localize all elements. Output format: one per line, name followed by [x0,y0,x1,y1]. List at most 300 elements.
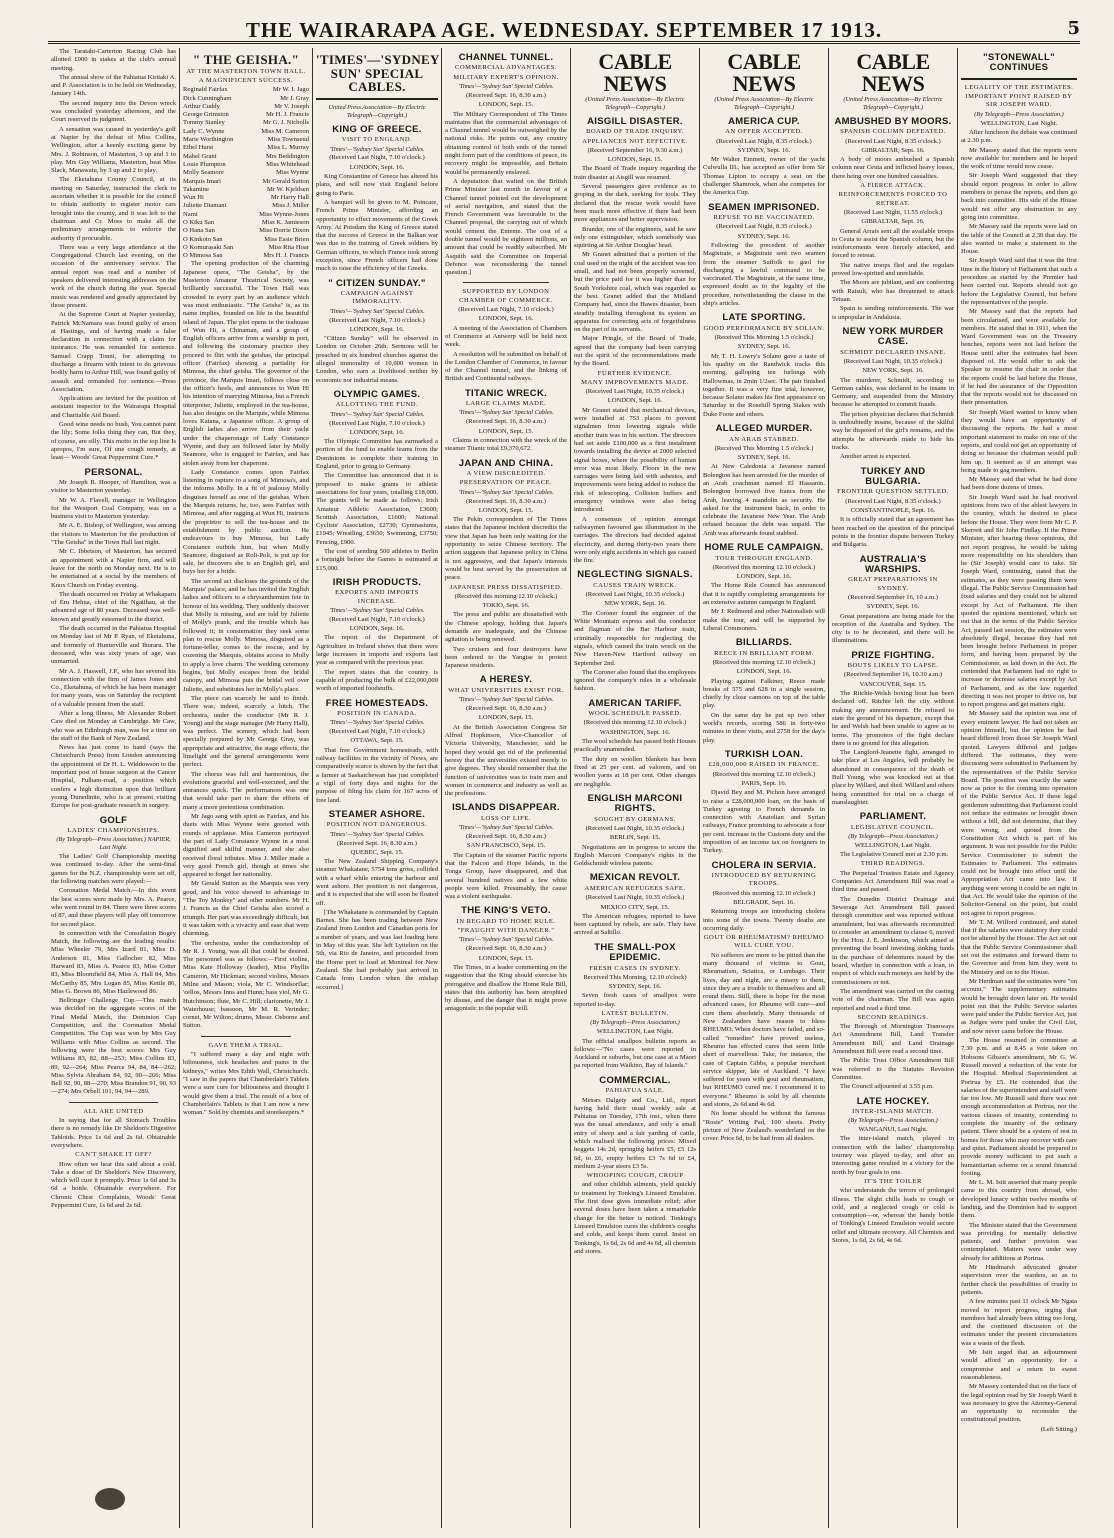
cast-role: Wun Hi [183,194,204,202]
cast-row [183,186,309,194]
article-paragraph: The Pekin correspondent of The Times states that the Japanese incident discredits the view that Japan has been only waiting for the opportunity to seize Chinese territory. The action suggests that Japanese policy in China is not aggressive, and that Japan's interests would be best served by the preservation of peace. [445,516,567,582]
dateline: GIBRALTAR, Sept. 16. [861,146,925,154]
article-paragraph: Major Pringle, of the Board of Trade, agreed that the company had been carrying out the spirit of the recommendations made by the Board. [574,335,696,368]
cast-actor: Miss Wynne-Jones [259,210,309,218]
cast-actor: Miss Townsend [267,136,309,144]
subheading: LEGISLATIVE COUNCIL. [850,823,936,831]
article-paragraph: The Times, in a leader commenting on the suggestion that the King should exercise his prerogative and disallow the Home Rule Bill, states that this authority has been atrophied by disuse, and the danger that it might prove antagonistic to the popular will. [445,963,567,1013]
section-headline: STEAMER ASHORE. [328,808,426,820]
subheading: AN OFFER ACCEPTED. [725,128,803,136]
article-paragraph: A sensation was caused in yesterday's golf at Napier by the defeat of Miss Collins, Wellington, after a keenly exciting game by Mrs. J. Robinson, of Masterton, 3 up and 1 to play. Mrs Guy Williams, Masterton, beat Miss Slack, Manawatu, by 3 up and 2 to play. [51,125,176,175]
section-headline: ENGLISH MARCONI RIGHTS. [587,792,683,815]
credit-line: 'Times'—'Sydney Sun' Special Cables. [329,830,425,838]
article-paragraph: A few minutes past 11 o'clock Mr Ngata moved to report progress, urging that members had already been sitting too long, and the continued discussion of the estimates under the present circumstances was a waste of the flesh. [961,1298,1077,1347]
received-time: (Received this morning 12.10 o'clock.) [583,719,687,727]
cast-actor: Mr W. I. Jago [272,86,309,94]
received-time: Received This Morning, 12.10 o'clock) [583,973,687,981]
received-time: (Received Last Night, 7.10 o'clock.) [458,306,554,314]
article-paragraph: Mr Massey said the reports were laid on the table of the Council at 2.30 that day. He also wanted to make a statement to the House. [961,223,1077,256]
article-paragraph: Coronation Medal Match.—In this event the best scores were made by Mrs. A. Pearce, who went round in 84. There were three scores of 87, and these players will play off tomorrow for second place. [51,887,176,928]
subheading: EXPORTS AND IMPORTS INCREASE. [335,589,419,605]
subheading: LADIES' CHAMPIONSHIPS. [67,827,160,834]
subheading: LARGE CLAIMS MADE. [465,400,547,408]
article-paragraph: Mr J. Redmond and other Nationalists will make the tour, and will be supported by Liberal Commoners. [703,608,825,632]
section-headline: OLYMPIC GAMES. [333,388,421,400]
article-paragraph: The amendment was carried on the casting vote of the chairman. The Bill was again reported and read a third time. [832,987,954,1012]
article-paragraph: The Moors are jubilant, and are conferring with Raisuli, who has threatened to attack Tetuan. [832,279,954,303]
received-time: (Received Last Night, 7.10 o'clock.) [329,316,425,324]
credit-line: 'Times'—'Sydney Sun' Special Cables. [329,606,425,614]
subheading: POSITION IN CANADA. [337,709,417,717]
dateline: LONDON, Sept. 15. [478,427,534,435]
section-headline: SEAMEN IMPRISONED. [708,201,820,213]
article-paragraph: Mr Granet stated that mechanical devices, were installed at 753 places to prevent signalmen from lowering signals while another train was in his section. The directors had set aside £100,000 as a first instalment towards installing the device at 2000 selected signal boxes, where the possibility of human error was most likely. Floors in the new carriages were being laid with asbestos, and improvements were being added to reduce the risk of telescoping. Collision buffers and emergency windows were also being introduced. [574,406,696,514]
received-time: (Received Last Night, 8.35 o'clock.) [845,137,941,145]
article-paragraph: and other childish ailments, yield quickly to treatment by Tonking's Linseed Emulsion. The first dose gives immediate relief; after several doses have been taken a remarkable change for the better is noticed. Tonking's Linseed Emulsion cures the children's coughs and colds, and keeps them cured. Insist on Tonking's, 1s 6d, 2s 6d and 4s 6d, all chemists and stores. [574,1181,696,1255]
article-paragraph: Mr Granet admitted that a portion of the coal used on the night of the accident was too small, and had not been properly screened, but the price paid for it was higher than for South Yorkshire coal, which was regarded as the best. Granet added that the Midland Company had, since the Hawes disaster, been steadily installing throughout its system an apparatus for correcting acts of forgetfulness on the part of its servants. [574,251,696,334]
subheading: IMPORTANT POINT RAISED BY SIR JOSEPH WARD. [965,93,1073,109]
section-headline: AMERICAN TARIFF. [588,697,682,709]
article-paragraph: A body of moors ambushed a Spanish column near Ceuta and inflicted heavy losses, there being over one hundred casualties. [832,156,954,180]
divider-rule [201,1036,291,1037]
cable-news-banner: CABLE NEWS [727,49,801,96]
cast-row [183,227,309,235]
article-paragraph: No home should be without the famous "Rosie" Writing Pad, 100 sheets. Pretty picture of New Zealand's wonderland on the cover. Price 6d, to be had from all dealers. [703,1110,825,1143]
received-time: (Received Last Night, 10.35 o'clock.) [585,591,685,599]
article-paragraph: The report states that the country is capable of producing the bulk of £22,000,000 worth of imported foodstuffs. [316,668,438,693]
article-paragraph: The duty on woollen blankets has been fixed at 25 per cent. ad valorem, and on woollen yarns at 18 per cent. Other changes are negligible. [574,755,696,788]
received-time: (Received Sept. 16, 8.30 a.m.) [465,945,547,953]
subheading: WHOOPING COUGH, CROUP [586,1172,684,1180]
credit-line: 'Times'—'Sydney Sun' Special Cables. [329,307,425,315]
subheading: WHAT UNIVERSITIES EXIST FOR. [448,686,564,694]
received-time: (Received September 16, 9.30 a.m.) [587,146,683,154]
article-paragraph: Sir Joseph Ward said he had received opinions from two of the ablest lawyers in the country, which he desired to place before the House. They were from Mr C. P. Skerrett and Sir John Findlay. If the Prime Minister, after hearing those opinions, did not report progress, he would be taking more responsibility on his shoulders than he (Sir Joseph) would care to take. Sir Joseph Ward, continuing, stated that the estimates, as they were passing them were illegal. The Public Service Commission had fixed salaries and they could not be altered except by Act of Parliament. He then quoted the opinions mentioned, which set out that in the terms of the Public Service Act, passed last session, the estimates were absolutely illegal, because they had not been brought before Parliament in proper form, and having been prepared by the Commissioner, as laid down in the Act. He contended that Parliament had no right to increase or decrease salaries except by Act of Parliament, and as the law regarded directing it was not proper to drive on, but to report progress and get matters right. [961,493,1077,709]
dateline: SYDNEY, Sept. 16. [737,232,791,240]
article-paragraph: Brander, one of the engineers, said he saw only one extinguisher, which somebody was squirting at Sir Arthur Douglas' head. [574,225,696,250]
cast-row [183,119,309,127]
subheading: REECE IN BRILLIANT FORM. [714,649,814,657]
article-paragraph: The Ladies' Golf Championship meeting was continued to-day. After the semi-final games for the N.Z. championship were set off, the following matches were played:— [51,853,176,886]
cast-row [183,136,309,144]
article-paragraph: At the Supreme Court at Napier yesterday, Patrick McNamara was found guilty of arson at Hastings, and of having made a false declaration in connection with a claim for insurance. He was remanded for sentence. Samuel Crapp Tonni, for attempting to discharge a firearm with intent to do grievous bodily harm to Arthur Hill, was found guilty of assault and remanded for sentence.—Press Association. [51,311,176,393]
subheading: GREAT PREPARATIONS IN SYDNEY. [848,576,938,592]
article-paragraph: Following the precedent of another Magistrate, a Magistrate sent two seamen from the steamer Suffolk to gaol for discharging a lawful command to be vaccinated. The Magistrate, at the same time, expressed doubt as to the legality of the procedure, notwithstanding the clause in the ship's articles. [703,241,825,308]
received-time: (Received this morning 12.10 o'clock.) [712,770,816,778]
article-paragraph: The cost of sending 500 athletes to Berlin a fortnight before the Games is estimated at £15,000. [316,548,438,572]
article-paragraph: Mr Massey contended that on the face of the legal opinion read by Sir Joseph Ward it was necessary to give the Attorney-General an opportunity to reconsider the constitutional position. [961,1383,1077,1424]
subheading: CAN'T SHAKE IT OFF? [75,1151,152,1159]
subheading: JAPANESE PRESS DISSATISFIED. [449,583,563,591]
article-paragraph: At New Caledonia a Javanese named Bolengton has been arrested for the murder of an Arab coachman named El Hassanin. Bolengton borrowed five francs from the Arab, leaving 4 mandolin as security. He asked for the instrument back, in order to celebrate the Javanese New Year. The Arab refused because the debt was unpaid. The Arab was afterwards found stabbed. [703,463,825,537]
columns [48,48,1080,1528]
article-paragraph: The Dunedin District Drainage and Sewerage Act Amendment Bill passed through committee and was reported without amendment, but was afterwards recommitted to consider an amendment to clause 6, moved by the Hon. J. E. Jenkinson, which aimed at preventing the board investing sinking funds in the purchase of debentures issued by the board, whether in connection with a loan, in respect of which such moneys are held by the commissioners or not. [832,895,954,986]
masthead [48,14,1080,44]
section-headline: HOME RULE CAMPAIGN. [704,542,824,554]
dateline: BELGRADE, Sept. 16. [733,898,795,906]
cast-row [183,236,309,244]
cast-actor: Miss K. Jamieson [261,218,309,226]
cast-role: O Mimosa San [183,252,223,260]
article-paragraph: The Taratahi-Carterton Racing Club has allotted £900 in stakes at the club's annual meeting. [51,48,176,72]
section-headline: BILLIARDS. [735,637,793,649]
article-paragraph: It is officially stated that an agreement has been reached on the question of the principal points in the frontier dispute between Turkey and Bulgaria. [832,516,954,549]
cast-row [183,161,309,169]
cast-actor: Mr V. Joseph [274,102,309,110]
subheading: BOUTS LIKELY TO LAPSE. [847,662,939,670]
cast-role: Marie Worthington [183,136,234,144]
dateline: SAN FRANCISCO, Sept. 15. [466,842,546,850]
received-time: (Received Last Night, 8.35 o'clock.) [716,137,812,145]
divider-rule [316,98,438,100]
article-paragraph: Several passengers gave evidence as to groping in the dark, seeking for tools. They declared that the rescue work would have been much more effective if there had been more appliances and better supervision. [574,183,696,224]
section-headline: NEW YORK MURDER CASE. [842,325,944,348]
received-time: (Received Last Night, 10.35 o'clock.) [585,894,685,902]
cast-row [183,219,309,227]
dateline: WASHINGTON, Sept. 16. [599,728,671,736]
cast-actor: Mrs H. J. Francis [263,252,309,260]
section-headline: PRIZE FIGHTING. [851,649,935,661]
cable-news-banner: CABLE NEWS [598,49,672,96]
column-1 [48,48,180,1528]
cast-role: Juliette Diamant [183,202,227,210]
cast-role: George Grimston [183,111,229,119]
credit-line: 'Times'—'Sydney Sun' Special Cables. [458,936,554,944]
cast-role: Mabel Grant [183,152,217,160]
article-paragraph: The report of the Department of Agriculture in Ireland shows that there were large increases in imports and exports last year as compared with the previous year. [316,634,438,667]
cast-actor: Miss Dorrie Dixon [259,227,309,235]
dateline: SYDNEY, Sept. 16. [737,146,791,154]
credit-line: 'Times'—'Sydney Sun' Special Cables. [329,719,425,727]
dateline: CONSTANTINOPLE, Sept. 16. [850,507,936,515]
article-paragraph: Mr A. J. Haswell, J.P., who has severed his connection with the firm of James Jones and Co., Eketahuna, of which he has been manager for many years, was on Saturday the recipient of a valuable present from the staff. [51,667,176,708]
column-4 [442,48,571,1528]
cast-actor: Miss Whitehead [266,160,309,168]
dateline: QUEBEC, Sept. 15. [350,848,404,856]
article-paragraph: Mr Isitt urged that an adjournment would afford an opportunity for a compromise and a return to sweet reasonableness. [961,1349,1077,1381]
section-headline: IRISH PRODUCTS. [332,576,422,588]
dateline: WELLINGTON, Last Night. [854,841,932,849]
ink-blot [95,1488,125,1510]
cast-row [183,144,309,152]
article-paragraph: Mr Herdman said the estimates were "on account." The supplementary estimates would be brought down later on. He would point out that the Public Service salaries were paid under the Public Service Act, just as Judges were paid under the Civil List, and now never came before the House. [961,977,1077,1035]
received-time: (Received Sept. 16, 8.30 a.m.) [465,418,547,426]
article-paragraph: No sufferers are more to be pitied than the many thousand of victims to Gout, Rheumatism, Sciatica, or Lumbago. Their lives, day and night, are a misery to them, since they are a trouble to themselves and all round them. Still, there is hope for the most advanced cases, for Rheumo will cure—and cure them absolutely. Many thousands of New Zealanders have reason to bless RHEUMO. When doctors have failed, and so-called "remedies" have proved useless, Rheumo has effected cures that seem little short of marvellous. Take, for instance, the case of Captain Gibbs, a popular merchant service skipper, late of Auckland. "I have suffered for years with gout and rheumatism, but RHEUMO cured me. I recommend it to everyone." Rheumo is sold by all chemists and stores, 2s 6d and 4s 6d. [703,951,825,1109]
cast-role: O Kiku San [183,218,215,226]
section-headline: CHANNEL TUNNEL. [458,52,554,63]
article-paragraph: On the same day he put up two other world's records, scoring 586 in forty-two minutes in three visits, and 2758 for the day's play. [703,711,825,744]
article-paragraph: A meeting of the Association of Chambers of Commerce at Antwerp will be held next week. [445,324,567,349]
dateline: LONDON, Sept. 15. [478,954,534,962]
subheading: WOOL SCHEDULE PASSED. [588,710,682,718]
cast-role: Arthur Cuddy [183,102,220,110]
dateline: LONDON, Sept. 16. [349,325,405,333]
subheading: "FRAUGHT WITH DANGER." [457,927,555,935]
subheading: MILITARY EXPERT'S OPINION. [453,73,559,81]
column-2 [180,48,313,1528]
cast-actor: Miss Essie Brien [264,235,309,243]
article-paragraph: The prison physician declares that Schmidt is undoubtedly insane, because of the skilful way he disposed of the girl's remains, and the attempts he afterwards made to hide his tracks. [832,410,954,451]
masthead-title: THE WAIRARAPA AGE. WEDNESDAY. SEPTEMBER 17 1913. [245,18,883,42]
received-time: (Received Last Night, 8.35 o'clock.) [845,497,941,505]
credit-line: (By Telegraph—Press Association.) [848,1117,938,1125]
dateline: GIBRALTAR, Sept. 16. [861,218,925,226]
section-headline: TURKEY AND BULGARIA. [860,465,926,487]
article-paragraph: The second inquiry into the Devon wreck was concluded yesterday afternoon, and the Court reserved its judgment. [51,99,176,124]
article-paragraph: The Olympic Committee has earmarked a portion of the fund to enable teams from the Dominions to complete their training in England, prior to going to Germany. [316,438,438,471]
received-time: (Received Sept. 16, 8.30 a.m.) [465,91,547,99]
cast-actor: Mr H. J. Francis [265,111,309,119]
subheading: SCHMIDT DECLARED INSANE. [840,348,946,356]
article-paragraph: Messrs Dalgety and Co., Ltd., report having held their usual weekly sale at Pahiatua on Tuesday, 17th inst., when there was the usual attendance, and only a small entry of sheep and a fair yarding of cattle, which realised the following prices: Mixed heggets 14s 2d, springing heifers £5, £5 12s 6d, to £6, empty heifers £3 7s 6d to £4, medium 2-year steers £3 5s. [574,1096,696,1170]
article-paragraph: Mr T. M. Wilford continued, and stated that if the salaries were statutory they could not be altered by the House. The Act set out that the Public Service Commissioner shall set out the estimates and forward them to the Governor and from him they went to the Ministry and on to the House. [961,918,1077,976]
article-paragraph: Mr Massey said that what he had done had been done dozens of times. [961,476,1077,492]
column-6 [700,48,829,1528]
dateline: WELLINGTON, Last Night. [596,1028,674,1036]
article-paragraph: Mr C. Ibbetson, of Masterton, has secured an appointment with a Napier firm, and will leave for the north on Monday next. He is to be entertained at a social by the members of Knox Church on Friday evening. [51,548,176,589]
dateline: SYDNEY, Sept. 16. [737,343,791,351]
article-paragraph: The second act discloses the grounds of the Marquis' palace, and he has invited the English ladies and officers to a chrysanthemum fete in honour of his wedding. They suddenly discover that Molly is missing, and are told by Juliette of Molly's prank, and the trouble which has followed it; in consternation they seek some plan to rescue Molly. Mimosa, disguised as a fortune-teller, comes to the rescue, and by cozening the Marquis, obtains access to Molly to apply a love charm. The wedding ceremony begins, but Molly escapes from the bridal canopy, and Mimosa puts the bridal veil over Juliette, and substitutes her in Molly's place. [183,577,309,693]
cast-row [183,128,309,136]
article-paragraph: The death occurred on Friday at Whakaparu of Eru Hehua, chief of the Ngatihau, at the advanced age of 80 years. Deceased was well-known and greatly esteemed in the district. [51,590,176,623]
column-7 [829,48,958,1528]
dateline: NEW YORK, Sept. 16. [862,367,924,375]
subheading: INTER-ISLAND MATCH. [852,1107,934,1115]
cast-role: O Hana San [183,227,215,235]
article-paragraph: Mr Massey stated that the reports were now available for members and he hoped the work of time would now cease. [961,146,1077,171]
credit-line: (By Telegraph—Press Association.) [848,832,938,840]
credit-line: (By Telegraph—Press Association.) NAPIER, Last Night. [56,836,171,852]
section-headline: AMERICA CUP. [728,115,800,127]
article-paragraph: King Constantine of Greece has altered his plans, and will now visit England before going to Paris. [316,173,438,197]
cast-row [183,103,309,111]
article-paragraph: Mr Joseph B. Hooper, of Hamilton, was a visitor to Masterton yesterday. [51,478,176,495]
section-headline: TURKISH LOAN. [724,748,804,760]
section-headline: THE SMALL-POX EPIDEMIC. [594,941,676,964]
dateline: LONDON, Sept. 16. [736,668,792,676]
dateline: WANGANUI, Last Night. [858,1126,928,1134]
subheading: AMERICAN REFUGEES SAFE. [584,884,686,892]
subheading: REINFORCEMENTS FORCED TO RETREAT. [838,191,948,207]
article-paragraph: "I suffered many a day and night with biliousness, sick headaches and pains in the kidneys," writes Mrs Edith Wall, Christchurch. "I saw in the papers that Chamberlain's Tablets were a sure cure for biliousness and thought I would give them a trial. The result of a box of Chamberlain's Tablets is that I am now a new woman." Sold by chemists and storekeepers.* [183,1051,309,1117]
article-paragraph: The Committee has announced that it is proposed to make grants to athletic associations for four years, totalling £18,000. The grants will be made as follows: Irish Amateur Athletic Association, £3600; Scottish Association, £1600; National Cyclists' Association, £2730; Gymnasiums, £1945; Wrestling, £3650; Swimming, £3750; Fencing, £900. [316,472,438,546]
article-paragraph: The inter-island match, played in connection with the ladies' championship tourney was played to-day, and after an interesting game resulted in a victory for the north by four goals to one. [832,1135,954,1176]
article-paragraph: In connection with the Consolation Bogey Match, the following are the leading results: Miss Wheeler 79, Mrs Izard 81, Miss D. Anderson 81, Miss Gallocher 82, Miss Harward 83, Miss A. Pearce 83, Miss Cotter 83, Miss Bloomfield 84, Miss A. Hall 84, Mrs McCarthy 85, Mrs Logan 85, Miss Kettle 86, Miss G. Brown 86, Miss Hazlewood 86. [51,929,176,995]
article-paragraph: Sir Joseph Ward suggested that they should report progress in order to allow members to peruse the reports, and then go back into committee. His side of the House would not offer any obstruction to any going into committee. [961,172,1077,221]
section-headline: ISLANDS DISAPPEAR. [452,802,560,814]
subheading: PRESERVATION OF PEACE. [459,479,553,487]
subheading: POSITION NOT DANGEROUS. [326,821,428,829]
article-paragraph: The press and public are dissatisfied with the Chinese apology, holding that Japan's demands are inadequate, and the Chinese agitation is being renewed. [445,611,567,644]
article-paragraph: After luncheon the debate was continued at 2.30 p.m. [961,128,1077,145]
subheading: LATEST BULLETIN. [601,1010,669,1018]
received-time: (Received Last Night, 10.35 o'clock.) [585,388,685,396]
article-paragraph: Playing against Falkiner, Reece made breaks of 575 and 628 in a single session, chiefly by close cannons on top of the table play. [703,677,825,710]
dateline: VANCOUVER, Sept. 15. [859,680,927,688]
column-5 [571,48,700,1528]
article-paragraph: The Public Trust Office Amendment Bill was referred to the Statutes Revision Committee. [832,1057,954,1081]
cast-row [183,244,309,252]
subheading: A VIEW DISCREDITED. [466,470,546,478]
received-time: (Received Last Night, 10.35 o'clock.) [843,357,943,365]
dateline: SYDNEY, Sept. 16. [866,603,920,611]
received-time: (Received Sept. 16, 8.30 a.m.) [336,839,418,847]
credit-line: 'Times'—'Sydney Sun' Special Cables. [458,83,554,91]
received-time: (Received this morning 12.10 o'clock.) [454,592,558,600]
feature-headline: 'TIMES'—'SYDNEY SUN' SPECIAL CABLES. [316,52,440,95]
received-time: (Received September 16, 10.30 a.m.) [843,671,943,679]
subheading: SECOND READINGS. [857,1013,929,1021]
received-time: (Received September 16, 10 a.m.) [848,593,938,601]
cast-role: Dick Cunningham [183,94,232,102]
section-headline: "STONEWALL" CONTINUES [983,52,1055,74]
article-paragraph: Claims in connection with the wreck of the steamer Titanic total £9,370,672. [445,437,567,453]
article-paragraph: Two cruisers and four destroyers have been ordered to the Yangtse to protect Japanese residents. [445,645,567,670]
subheading: BOARD OF TRADE INQUIRY. [585,128,685,136]
article-paragraph: The Ritchie-Welsh boxing bout has been declared off. Ritchie left the city without making any announcement. He refused to state the ground of his departure, except that he and Welsh had been unable to agree as to terms. The promoters of the fight declare there is no ground for this allegation. [832,690,954,747]
received-time: (Received Last Night, 11.55 o'clock.) [843,208,943,216]
article-paragraph: At the British Association Congress Sir Alfred Hopkinson, Vice-Chancellor of Victoria University, Manchester, said he hoped they would get rid of the preferential heresy that the universities existed merely to give degrees. They should remember that the function of universities was to train men and women in commerce and industry as well as the professions. [445,723,567,798]
cast-role: Ethel Hurst [183,144,214,152]
cast-role: Tommy Stanley [183,119,225,127]
article-paragraph: The orchestra, under the conductorship of Mr R. J. Young, was all that could be desired. The personnel was as follows:—First violins, Miss Kate Holloway (leader), Miss Phyllis Cameron, Mr Hickman; second violins, Messrs Milne and Mason; viola, Mr C. Windsorflar; 'cellos, Messrs Inns and Hunn; bass viol, Mr G. Hutchinson; flute, Mr C. Hill; clarionette, Mr J. Waterhouse; bassoon, Mr M. R. Verinder; cornet, Mr Wilton; drums, Messr. Osborne and Sutton. [183,939,309,1030]
subheading: AN ARAB STABBED. [729,435,799,443]
credit-line: (United Press Association—By Electric Telegraph—Copyright.) [843,96,943,111]
subheading: SOUGHT BY GERMANS. [594,815,676,823]
received-time: (Received this morning 12.10 o'clock.) [712,658,816,666]
subheading: SUPPORTED BY LONDON CHAMBER OF COMMERCE. [459,288,553,304]
article-paragraph: The annual show of the Pahiatua Kiritaki A. and P. Association is to be held on Wednesday, January 14th. [51,73,176,98]
article-paragraph: The piece can scarcely be said to finish. There was, indeed, scarcely a hitch. The orchestra, under the conductor (Mr R. J. Young) and the stage manager (Mr Harry Hall), was perfect. The scenery, which had been specially prepared by Mr George Gray, was appropriate and attractive, the stage effects, the limelight and the general arrangements were perfect. [183,694,309,769]
subheading: IT'S THE TOILER [864,1177,922,1185]
subheading: THIRD READINGS. [860,860,926,868]
cast-row [183,153,309,161]
article-paragraph: Mr W. A. Flavell, manager in Wellington for the Westport Coal Company, was on a business visit to Masterton yesterday. [51,496,176,521]
cast-actor: Miss L. Murray [267,144,309,152]
subheading: APPLIANCES NOT EFFECTIVE. [582,137,688,145]
cast-row [183,211,309,219]
dateline: SYDNEY, Sept. 16. [608,983,662,991]
subheading: COMMERCIAL ADVANTAGES. [454,64,558,72]
article-paragraph: who understands the terrors of prolonged illness. The slight chills leads to cough or cold, and a neglected cough or cold is consumption—or, whereas the handy bottle of Tonking's Linseed Emulsion would secure relief and ultimate recovery. All Chemists and Stores, 1s 6d, 2s 6d, 4s 6d. [832,1187,954,1245]
section-headline: " CITIZEN SUNDAY." [328,277,426,289]
article-paragraph: The opening production of the charming Japanese opera, "The Geisha", by the Masterton Amateur Theatrical Society, was brilliantly successful. The Town Hall was crowded in every part by an audience which was most enthusiastic. "The Geisha" is, as its name implies, founded on life in the beautiful island of Japan. The plot opens in the teahouse of Wun Hi, a Chinaman, and a group of English officers arrive from a warship in port, and following the customary practice they proceed to flirt with the geishas, the principal officer (Fairfax) showing a partiality for Mimosa, the chief geisha. The governor of the province, the Marquis Imari, follows close on the officer's heels, and announces to Wun Hi his intention of marrying Mimosa, but a French interpreter, Juliette, employed in the tea-house, has also designs on the Marquis, while Mimosa loves Katana, a Japanese officer. A group of English ladies also arrive from their yacht under the chaperonage of Lady Constance Wynne, and they are followed later by Molly Seamore, who is engaged to Fairfax, and has stolen away from her chaperone. [183,260,309,467]
article-paragraph: Great preparations are being made for the reception of the Australia and Sydney. The city is to be decorated, and there will be illuminations. [832,612,954,645]
section-headline: MEXICAN REVOLT. [589,872,681,884]
section-headline: AISGILL DISASTER. [587,115,683,127]
article-paragraph: Bellringer Challenge Cup.—This match was decided on the aggregate scores of the Final Medal Match, the Dominion Cup Competition, and the Coronation Medal Competition. The Cup was won by Mrs Guy Williams with Miss Collins as second. The following were the best scores: Mrs Guy Williams 83, 82, 88—253; Miss Collins 83, 89, 92—264; Miss Pearce 94, 84, 84—262; Miss Sylvia Abraham 84, 92, 90—266; Miss Bell 92, 90, 88—270; Miss Brandon 91, 90, 93—274; Mrs Orbell 101, 94, 94—289. [51,997,176,1096]
dateline: LONDON, Sept. 16. [349,625,405,633]
credit-line: United Press Association—By Electric Telegraph—Copyright.) [328,103,426,119]
article-paragraph: The Board of Trade inquiry regarding the train disaster at Aisgill was resumed. [574,165,696,181]
cast-role: Molly Seamore [183,169,224,177]
article-paragraph: Good wine needs no bush, You cannot paint the lily; Some folks thing they can, But they, of course, are silly. This motto in the top line Is apropos, I'm sure, Of one cough remedy, at least— Woods' Great Peppermint Cure.* [51,421,176,462]
subheading: £28,000,000 RAISED IN FRANCE. [708,761,820,769]
article-paragraph: A deputation that waited on the British Prime Minister last month in favour of a Channel tunnel pointed out the development of aerial navigation, and stated that the French Government was favourable to the Channel proposal, the carrying out of which would cement the Entente. The cost of a double tunnel would be eighteen millions, an amount that could be readily subscribed. Mr Asquith said the Committee on Imperial Defence was reconsidering the tunnel question.] [445,177,567,277]
article-paragraph: Another arrest is expected. [840,453,911,461]
received-time: (Received Sept. 16, 8.30 a.m.) [465,833,547,841]
subheading: LOSS OF LIFE. [481,814,531,822]
subheading: PAHIATUA SALE. [605,1087,665,1095]
subheading: REFUSE TO BE VACCINATED. [713,214,815,222]
received-time: (Received Last Night, 10.35 o'clock.) [585,825,685,832]
subheading: CAMPAIGN AGAINST IMMORALITY. [340,290,414,306]
article-paragraph: The official smallpox bulletin reports as follows:—"No cases were reported in Auckland or suburbs, but one case at a Maori pa reported from Waikino, Bay of Islands." [574,1037,696,1070]
subheading: VISIT TO ENGLAND. [341,136,413,144]
article-paragraph: The American refugees, reported to have been captured by rebels, are safe. They have arrived at Saltillo. [574,912,696,937]
page-number: 5 [1067,18,1080,39]
article-paragraph: Mr A. E. Bishop, of Wellington, was among the visitors to Masterton for the production of "The Geisha" in the Town Hall last night. [51,522,176,547]
cast-row [183,169,309,177]
received-time: (Received Last Night, 7.10 o'clock.) [329,154,425,162]
received-time: (Received this morning 12.10 o'clock.) [712,889,816,897]
section-headline: FREE HOMESTEADS. [325,697,429,709]
article-paragraph: The wool schedule has passed both Houses practically unamended. [574,738,696,754]
credit-line: (By Telegraph—Press Association.) [974,110,1064,118]
section-headline: LATE HOCKEY. [856,1095,930,1107]
article-paragraph: The death occurred in the Pahiatua Hospital on Monday last of Mr P. Ryan, of Eketahuna, and formerly of Hunterville and Ihuraru. The deceased, who was sixty years of age, was unmarried. [51,625,176,666]
dateline: LONDON, Sept. 15. [478,101,534,109]
subheading: MANY IMPROVEMENTS MADE. [581,378,689,386]
article-paragraph: A resolution will be submitted on behalf of the London Chamber of Commerce, in favour of the Channel tunnel, and the linking of British and Continental railways. [445,350,567,383]
article-paragraph: The murderer, Schmidt, according to German cables, was declared to be insane in Germany, and suspended from the Ministry because he attempted to commit frauds. [832,376,954,409]
dateline: WELLINGTON, Last Night. [980,119,1058,127]
article-paragraph: Lady Constance comes upon Fairfax listening in rapture to a song of Mimosa's, and the informs Molly. In a fit of jealousy Molly disguises herself as one of the geishas. When the Marquis returns, he, too, sees Fairfax with Mimosa, and after ragging at Wun Hi, instructs the proprietor to sell the tea-house and its establishment by public auction. He endeavours to buy Mimosa, but Lady Constance outbids him, but when Molly Seamore, disguised as Roli-Poli, is put up for sale, he discovers she is an English girl, and buys her for a bride. [183,468,309,576]
credit-line: 'Times'—'Sydney Sun' Special Cables. [329,145,425,153]
article-paragraph: Returning troops are introducing cholera into some of the towns. Twenty deaths are occurring daily. [703,908,825,932]
section-headline: TITANIC WRECK. [464,387,548,399]
article-paragraph: In saying that for all Stomach Troubles there is no remedy like Dr Sheldon's Digestive Tabloids. Price 1s 6d and 2s 6d. Obtainable everywhere. [51,1117,176,1149]
cast-row [183,202,309,210]
divider-rule [69,1102,158,1103]
article-paragraph: Seven fresh cases of smallpox were reported to-day. [574,992,696,1008]
article-paragraph: Mr Massey said that the reports had been circularised, and were available for members. He stated that in 1911, when the Ward Government was on the Treasury benches, reports were not laid before the House until after the estimates had been disposed of. He would offer to ask the Speaker to resume the chair in order that the reports could be laid before the House, if he had the assurance of the Opposition that the reports would not be discussed on their presentation. [961,308,1077,407]
article-paragraph: Sir Joseph Ward said that it was the first time in the history of Parliament that such a procedure as started by the Premier had been carried out. Reports should not go before the Legislative Council, but before the representatives of the people. [961,257,1077,306]
signoff: (Left Sitting.) [1040,1425,1077,1433]
article-paragraph: Mr Gerald Sutton as the Marquis was very good, and his voice showed to advantage in "The Toy Monkey" and other numbers. Mr H. J. Francis as the Chief Geisha also scored a triumph. Her part was exceedingly difficult, but it was taken with a vivacity and ease that were charming. [183,880,309,938]
article-paragraph: Djavid Bey and M. Pichon have arranged to raise a £28,000,000 loan, on the basis of Turkey agreeing to French demands in connection with Anatolian and Syrian railways, France promising to advocate a four per cent. increase in the Customs duty and the imposition of an income tax on foreigners in Turkey. [703,789,825,855]
article-paragraph: The Borough of Mornington Tramways Act Amendment Bill, Land Transfer Amendment Bill, and Land Drainage Amendment Bill were read a second time. [832,1023,954,1056]
cast-row [183,178,309,186]
dateline: NEW YORK, Sept. 16. [604,600,666,608]
cast-role: Marquis Imari [183,177,221,185]
cast-actor: Mr J. Gray [280,94,309,102]
article-paragraph: The Eketahuna County Council, at its meeting on Saturday, instructed the clerk to ascertain whether it is possible for the council to obtain authority to register motor cars brought into the county, and it was left to the chairman and Cr. Moss to make all the preliminary arrangements to enforce the authority if procurable. [51,176,176,242]
section-headline: KING OF GREECE. [332,123,422,135]
cast-actor: Mr Gerald Sutton [262,177,309,185]
cast-actor: Mrs Beddington [265,152,309,160]
subheading: FURTHER EVIDENCE. [597,369,673,377]
subheading: GOOD PERFORMANCE BY SOLIAN. [703,324,825,332]
received-time: (Received Last Night, 7.10 o'clock.) [329,419,425,427]
article-paragraph: The Minister stated that the Government was providing for mentally defective patients, and further provision was contemplated. Matters were under way already for additions at Porirua. [961,1221,1077,1262]
article-paragraph: Mr Massey said the opinion was one of every eminent lawyer. He had not taken an opinion himself, but the opinion he had heard differed from those Sir Joseph Ward quoted. Lawyers differed and judges differed. The estimates, they were discussing were submitted to Parliament by the representatives of the Public Service Board. The position was exactly the same now as prior to the coming into operation of the Public Service Act. If these legal gentlemen submitting that Parliament could not reduce the estimates or brought down without a bill, did not determine, that they were wrong, and quoted from the Constitution Act which is part of his argument. It was not possible for the Public Service Commissioner to submit the Estimates to Parliament. The estimates could not be brought into effect until the Appropriation Act came into law. If anything were wrong it could be set right in that Act. He would take the opinion of the Solicitor-General on the point, but could not agree to report progress. [961,710,1077,917]
cast-role: Lady C. Wynne [183,127,225,135]
article-paragraph: The Langford-Jeanette fight, arranged to take place at Los Angeles, will probably be abandoned in consequence of the death of Bull Young, who was knocked out at that place by Willard, and died. Willard and others being committed for trial on a charge of manslaughter. [832,749,954,806]
received-time: (Received Sept. 16, 8.30 a.m.) [465,497,547,505]
article-paragraph: The Captain of the steamer Pacific reports that the Falcon and Hope Islands, in the Tonga Group, have disappeared, and that several hundred natives and a few white people were killed. Presumably, the cause was a violent earthquake. [445,851,567,901]
credit-line: 'Times'—'Sydney Sun' Special Cables. [458,409,554,417]
section-headline: LATE SPORTING. [722,312,806,324]
article-paragraph: There was a very large attendance at the Congregational Church last evening, on the occasion of the anniversary service. The annual report was read and a number of speakers delivered interesting addresses on the work of the church during the year. Special music was rendered and greatly appreciated by those present. [51,243,176,309]
dateline: LONDON, Sept. 15. [478,714,534,722]
column-8 [958,48,1080,1528]
subheading: A MAGNIFICENT SUCCESS. [198,76,294,84]
article-paragraph: The Coroner found the engineer of the White Mountain express and the conductor and flagman of the Bar Harbour train, criminally responsible for neglecting the signals, which caused the train wreck on the New Haven-New Hartford railway on September 2nd. [574,609,696,667]
article-paragraph: News has just come to hand (says the Christchurch Press) from London announcing the appointment of Dr H. L. Widdowson to the important post of house surgeon at the Cancer Hospital, Fulham-road, a position which confers a high distinction upon that brilliant young Dunedinite, who is at present visiting Europe for post-graduate research in surgery. [51,744,176,810]
dateline: LONDON, Sept. 16. [349,428,405,436]
dateline: SYDNEY, Sept. 16. [737,454,791,462]
